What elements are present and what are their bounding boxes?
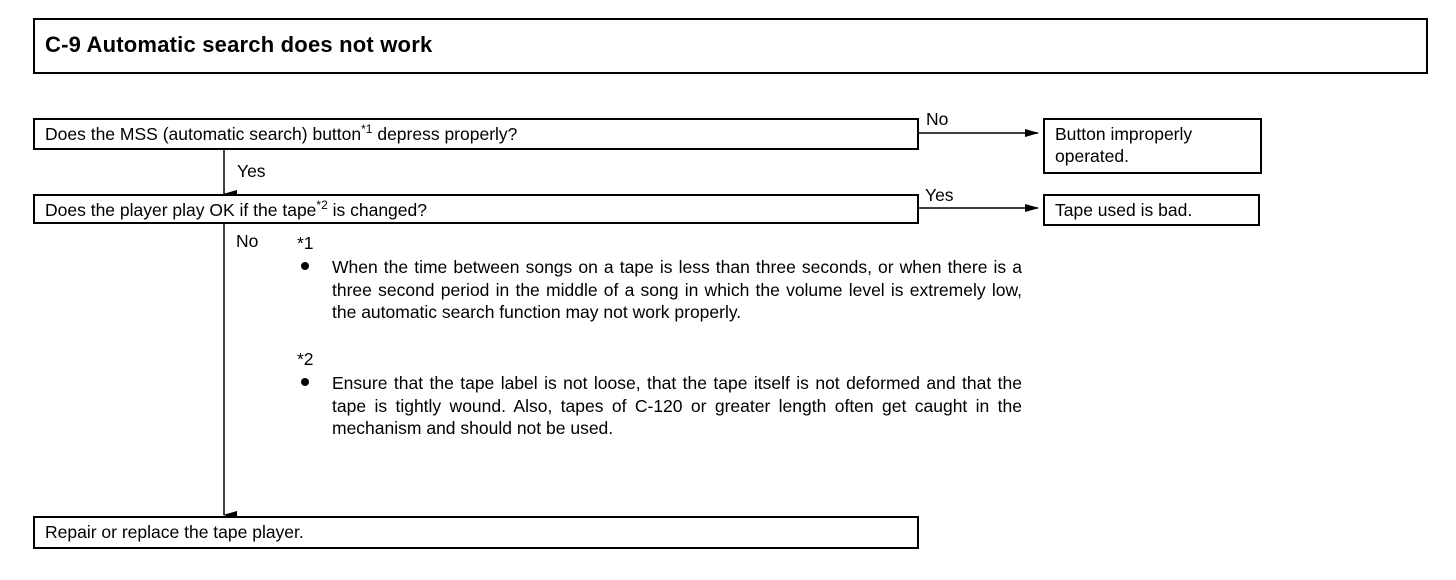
- page-title: C-9 Automatic search does not work: [45, 32, 433, 57]
- note-1-bullet: [301, 262, 309, 270]
- result-button-improperly-operated: [1043, 118, 1262, 174]
- q2-text-after: is changed?: [327, 200, 427, 220]
- note-1-text: When the time between songs on a tape is less than three seconds, or when there is a three second period in the middle of a song in which the volume level is extremely low, the automatic search function may not work properly.: [332, 257, 1022, 322]
- q1-text: Does the MSS (automatic search) button: [45, 124, 362, 144]
- question-mss-button: [33, 118, 919, 150]
- result-tape-text: Tape used is bad.: [1055, 200, 1193, 220]
- result-tape-bad: [1043, 194, 1260, 226]
- note-2-text: Ensure that the tape label is not loose, that the tape itself is not deformed and that the tape is tightly wound. Also, tapes of C-120 or greater length often get caught in the mechanism and should not be used.: [332, 373, 1022, 438]
- question-tape-changed: [33, 194, 919, 224]
- q2-text: Does the player play OK if the tape: [45, 200, 317, 220]
- note-1-mark: *1: [297, 233, 314, 253]
- note-2-mark: *2: [297, 349, 314, 369]
- result-repair-replace: [33, 516, 919, 549]
- q1-text-after: depress properly?: [372, 124, 518, 144]
- q2-yes-label: Yes: [925, 185, 954, 205]
- result-button-text: Button improperly operated.: [1055, 124, 1193, 166]
- note-2-bullet: [301, 378, 309, 386]
- q1-footnote-ref: *1: [361, 122, 373, 137]
- q1-yes-label: Yes: [237, 161, 266, 181]
- q2-no-label: No: [236, 231, 259, 251]
- q1-no-label: No: [926, 109, 949, 129]
- q2-footnote-ref: *2: [316, 198, 328, 213]
- result-repair-text: Repair or replace the tape player.: [45, 522, 304, 542]
